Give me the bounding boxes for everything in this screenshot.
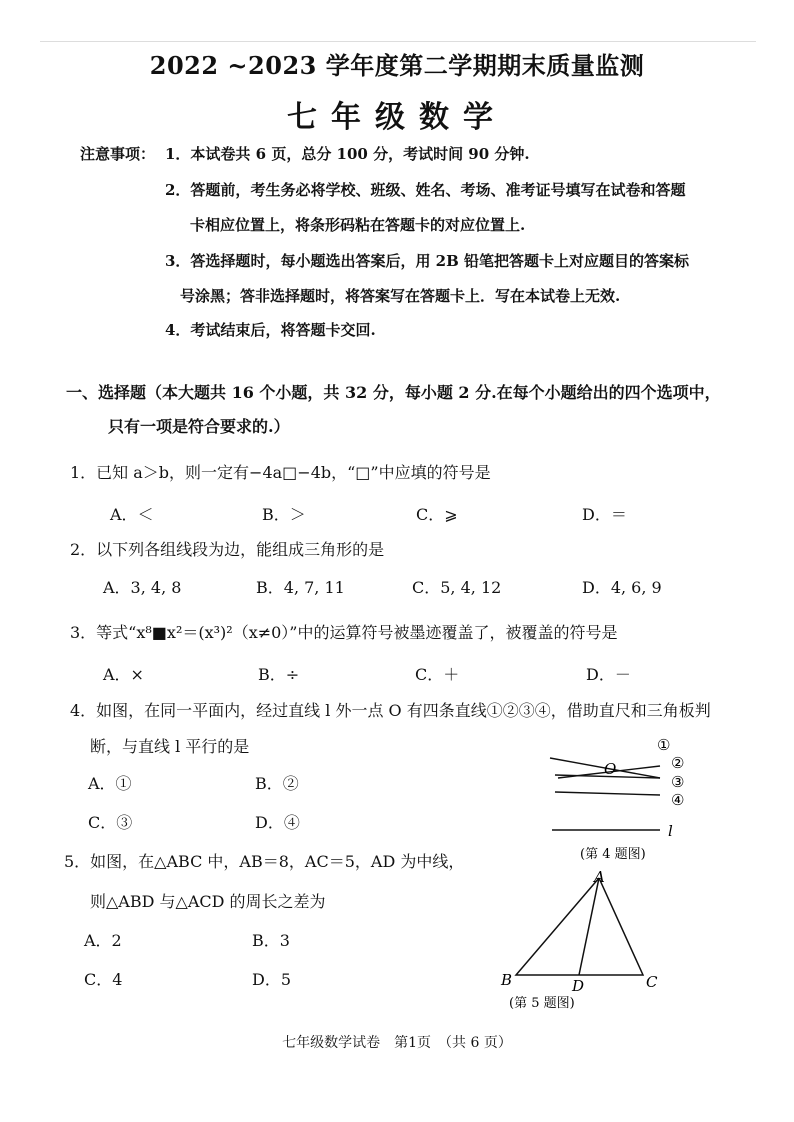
figure-4-label-3: ③ xyxy=(671,773,685,791)
question-2-option-a: A．3, 4, 8 xyxy=(103,578,182,597)
section-heading-cont: 只有一项是符合要求的.） xyxy=(108,417,290,436)
question-5-stem-cont: 则△ABD 与△ACD 的周长之差为 xyxy=(90,892,326,911)
section-heading: 一、选择题（本大题共 16 个小题，共 32 分，每小题 2 分.在每个小题给出的四个选项中， xyxy=(66,383,721,402)
question-3-option-c: C．＋ xyxy=(415,665,460,684)
figure-4-label-2: ② xyxy=(671,754,685,772)
question-3-stem: 3．等式“x⁸■x²＝(x³)²（x≠0）”中的运算符号被墨迹覆盖了，被覆盖的符号是 xyxy=(70,623,618,642)
question-1-option-a: A．＜ xyxy=(110,505,154,524)
note-item-3: 3．答选择题时，每小题选出答案后，用 2B 铅笔把答题卡上对应题目的答案标 xyxy=(165,252,689,270)
figure-4-label-l: l xyxy=(668,822,673,840)
question-3-option-d: D．－ xyxy=(586,665,631,684)
figure-4-label-1: ① xyxy=(657,736,671,754)
figure-4-point-o: O xyxy=(604,760,617,778)
question-5-option-d: D．5 xyxy=(252,970,292,989)
figure-5-label-a: A xyxy=(594,868,605,886)
question-2-option-d: D．4, 6, 9 xyxy=(582,578,662,597)
figure-5-diagram xyxy=(495,866,670,1016)
exam-subtitle: 七年级数学 xyxy=(287,100,507,135)
question-1-option-d: D．＝ xyxy=(582,505,627,524)
question-4-stem: 4．如图，在同一平面内，经过直线 l 外一点 O 有四条直线①②③④，借助直尺和三角板判 xyxy=(70,701,711,720)
question-4-option-a: A．① xyxy=(88,774,132,793)
question-4-stem-cont: 断，与直线 l 平行的是 xyxy=(90,737,250,756)
question-5-option-c: C．4 xyxy=(84,970,123,989)
note-item-4: 4．考试结束后，将答题卡交回. xyxy=(165,321,376,339)
figure-5-label-c: C xyxy=(646,973,658,991)
figure-5-median-ad xyxy=(579,878,599,975)
question-1-option-b: B．＞ xyxy=(262,505,306,524)
question-1-option-c: C．⩾ xyxy=(416,505,458,524)
note-item-3-cont: 号涂黑；答非选择题时，将答案写在答题卡上．写在本试卷上无效. xyxy=(180,287,621,305)
question-3-option-a: A．× xyxy=(103,665,144,684)
figure-4-caption: (第 4 题图) xyxy=(580,847,646,862)
figure-4-diagram xyxy=(540,730,720,865)
note-item-2-cont: 卡相应位置上，将条形码粘在答题卡的对应位置上. xyxy=(190,216,526,234)
question-2-option-c: C．5, 4, 12 xyxy=(412,578,502,597)
notes-label: 注意事项： xyxy=(80,145,156,163)
figure-4-label-4: ④ xyxy=(671,791,685,809)
question-5-option-a: A．2 xyxy=(84,931,122,950)
question-4-option-d: D．④ xyxy=(255,813,300,832)
question-5-option-b: B．3 xyxy=(252,931,290,950)
question-4-option-c: C．③ xyxy=(88,813,133,832)
figure-5-caption: (第 5 题图) xyxy=(509,996,575,1011)
question-5-stem: 5．如图，在△ABC 中，AB＝8，AC＝5，AD 为中线， xyxy=(64,852,465,871)
figure-5-label-b: B xyxy=(501,971,513,989)
figure-5-label-d: D xyxy=(572,977,585,995)
figure-5-triangle xyxy=(516,878,643,975)
exam-title: 2022 ~2023 学年度第二学期期末质量监测 xyxy=(149,51,645,80)
question-2-option-b: B．4, 7, 11 xyxy=(256,578,345,597)
note-item-2: 2．答题前，考生务必将学校、班级、姓名、考场、准考证号填写在试卷和答题 xyxy=(165,181,686,199)
note-item-1: 1．本试卷共 6 页，总分 100 分，考试时间 90 分钟. xyxy=(165,145,530,163)
question-2-stem: 2．以下列各组线段为边，能组成三角形的是 xyxy=(70,540,385,559)
question-1-stem: 1．已知 a＞b，则一定有−4a□−4b，“□”中应填的符号是 xyxy=(70,463,491,482)
question-4-option-b: B．② xyxy=(255,774,299,793)
figure-4-line-4 xyxy=(555,792,660,795)
top-border xyxy=(40,41,756,42)
question-3-option-b: B．÷ xyxy=(258,665,300,684)
page-footer: 七年级数学试卷 第1页 （共 6 页） xyxy=(282,1035,512,1051)
